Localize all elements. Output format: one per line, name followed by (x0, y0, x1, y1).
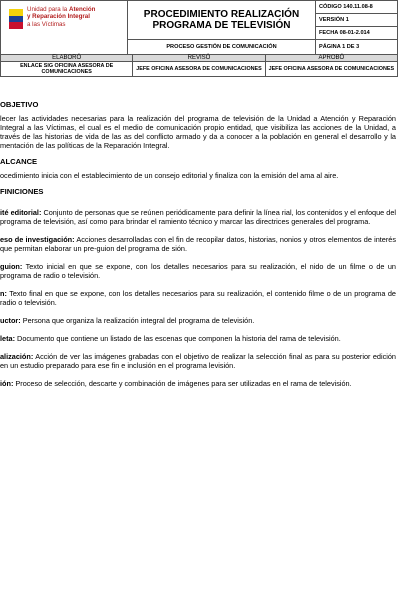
definition-term: ité editorial: (0, 208, 42, 217)
codigo-field: CÓDIGO 140.11.08-8 (316, 1, 398, 14)
document-title: PROCEDIMIENTO REALIZACIÓN PROGRAMA DE TELEVISIÓN (128, 1, 316, 40)
alcance-paragraph: ocedimiento inicia con el establecimiento de un consejo editorial y finaliza con la emisión del ama al aire. (0, 171, 339, 180)
definition-term: n: (0, 289, 7, 298)
definition-text: Acciones desarrolladas con el fin de recopilar datos, historias, nonios y otros elementos de interés que permitan elaborar un pre-guion del programa de sión. (0, 235, 396, 253)
definition-term: leta: (0, 334, 16, 343)
section-title-objetivo: OBJETIVO (0, 100, 39, 109)
definition-item (0, 235, 396, 253)
objetivo-paragraph: lecer las actividades necesarias para la realización del programa de televisión de la Unidad a Atención y Reparación Integral a las Víctimas, el cual es el medio de comunicación propio entidad, que visibiliza las acciones de la Unidad, a través de las historias de vida de las as del conflicto armado y da a conocer a la población en general el desarrollo y la mentación de las políticas de la Reparación Integral. (0, 114, 396, 150)
definition-text: Proceso de selección, descarte y combinación de imágenes para ser utilizadas en el rama de televisión. (13, 379, 352, 388)
definition-text: Conjunto de personas que se reúnen periódicamente para definir la línea rial, los contenidos y el enfoque del programa de televisión, así como para brindar el ramiento técnico y marcar las directrices generales del programa. (0, 208, 396, 226)
aprobo-label: APROBÓ (265, 55, 397, 62)
version-field: VERSIÓN 1 (316, 14, 398, 27)
definition-term: alización: (0, 352, 34, 361)
definition-item (0, 334, 396, 343)
definition-text: Persona que organiza la realización integral del programa de televisión. (20, 316, 255, 325)
process-name: PROCESO GESTIÓN DE COMUNICACIÓN (128, 40, 316, 55)
definition-item (0, 316, 396, 325)
reviso-label: REVISÓ (133, 55, 265, 62)
definition-text: Documento que contiene un listado de las escenas que componen la historia del rama de televisión. (15, 334, 341, 343)
definition-term: uctor: (0, 316, 21, 325)
definition-text: Texto final en que se expone, con los detalles necesarios para su realización, el contenido filme o de un programa de radio o televisión. (0, 289, 396, 307)
document-header (0, 0, 400, 77)
aprobo-value: JEFE OFICINA ASESORA DE COMUNICACIONES (265, 62, 397, 77)
definition-item (0, 208, 396, 226)
pagina-field: PÁGINA 1 DE 3 (316, 40, 398, 55)
definition-item (0, 262, 396, 280)
definition-term: ión: (0, 379, 14, 388)
colombia-flag-icon (9, 9, 23, 29)
definition-item (0, 379, 396, 388)
definition-term: eso de investigación: (0, 235, 75, 244)
organization-logo: Unidad para la Atención y Reparación Integral a las Víctimas (27, 6, 96, 28)
elaboro-label: ELABORÓ (1, 55, 133, 62)
section-title-alcance: ALCANCE (0, 157, 38, 166)
section-title-definiciones: FINICIONES (0, 187, 44, 196)
approval-table (0, 54, 398, 77)
definition-text: Texto inicial en que se expone, con los detalles necesarios para su realización, el nido de un filme o de un programa de radio o televisión. (0, 262, 396, 280)
fecha-field: FECHA 08-01-2.014 (316, 27, 398, 40)
definition-item (0, 289, 396, 307)
definition-text: Acción de ver las imágenes grabadas con el objetivo de realizar la selección final as para su posterior edición en un estudio preparado para ese fin e inclusión en el programa levisión. (0, 352, 396, 370)
logo-cell (1, 1, 128, 55)
definition-term: guion: (0, 262, 23, 271)
elaboro-value: ENLACE SIG OFICINA ASESORA DE COMUNICACIONES (1, 62, 133, 77)
document-body (0, 100, 396, 397)
reviso-value: JEFE OFICINA ASESORA DE COMUNICACIONES (133, 62, 265, 77)
header-table (0, 0, 398, 55)
definition-item (0, 352, 396, 370)
